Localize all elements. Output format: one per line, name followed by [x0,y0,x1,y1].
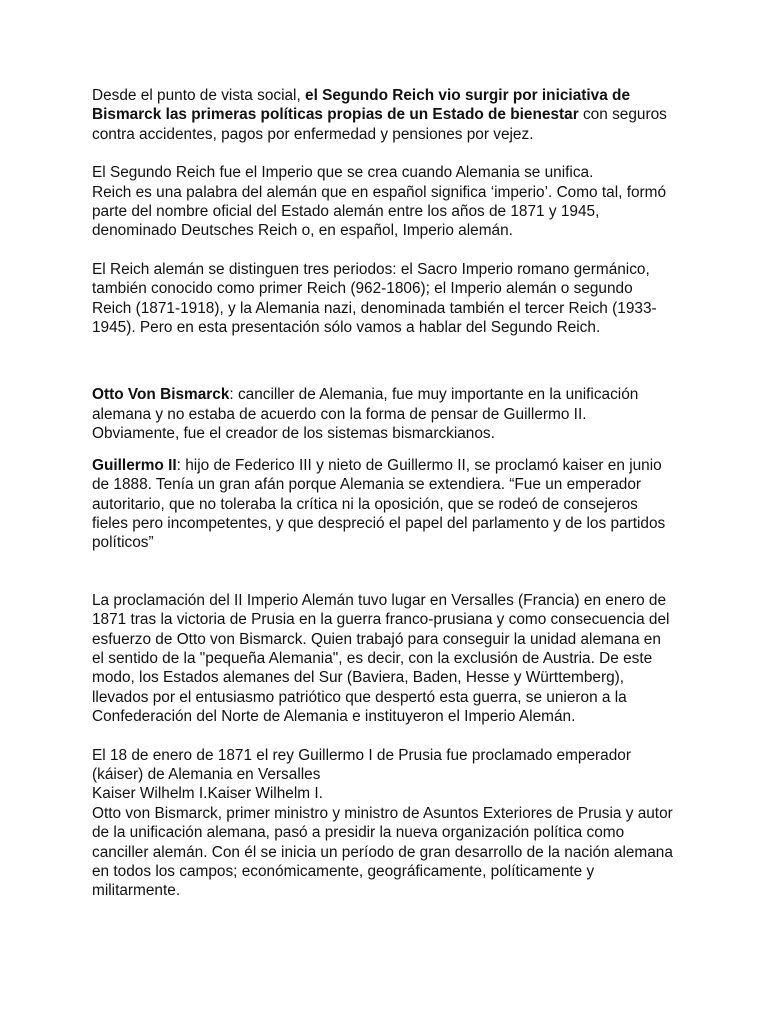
paragraph-text: con seguros contra accidentes, pagos por enfermedad y pensiones por vejez. [92,106,667,143]
paragraph-segundo-reich [92,163,676,241]
paragraph-text: : hijo de Federico III y nieto de Guillermo II, se proclamó kaiser en junio de 1888. Tenía un gran afán porque Alemania se extendiera. “Fue un emperador autoritario, que no toleraba la crítica ni la oposición, que se rodeó de consejeros fieles pero incompetentes, y que despreció el papel del parlamento y de los partidos políticos” [92,456,666,552]
paragraph-text: : canciller de Alemania, fue muy importante en la unificación alemana y no estaba de acuerdo con la forma de pensar de Guillermo II. Obviamente, fue el creador de los sistemas bismarckianos. [92,386,639,443]
paragraph-bismarck [92,385,676,443]
paragraph-text: Desde el punto de vista social, [92,87,306,104]
paragraph-line: Reich es una palabra del alemán que en español significa ‘imperio’. Como tal, formó parte del nombre oficial del Estado alemán entre los años de 1871 y 1945, denominado Deutsches Reich o, en español, Imperio alemán. [92,183,667,240]
paragraph-line: El Segundo Reich fue el Imperio que se crea cuando Alemania se unifica. [92,164,594,182]
paragraph-line: Otto von Bismarck, primer ministro y ministro de Asuntos Exteriores de Prusia y autor de la unificación alemana, pasó a presidir la nueva organización política como canciller alemán. Con él se inicia un período de gran desarrollo de la nación alemana en todos los campos; económicamente, geográficamente, políticamente y militarmente. [92,804,673,900]
paragraph-bold-text: el Segundo Reich vio surgir por iniciativa de Bismarck las primeras políticas propias de un Estado de bienestar [92,87,631,124]
paragraph-line: Kaiser Wilhelm I.Kaiser Wilhelm I. [92,785,323,803]
paragraph-estado-bienestar [92,86,676,144]
paragraph-bold-text: Guillermo II [92,456,177,474]
paragraph-18-enero [92,746,676,901]
paragraph-proclamacion: La proclamación del II Imperio Alemán tuvo lugar en Versalles (Francia) en enero de 1871 tras la victoria de Prusia en la guerra franco-prusiana y como consecuencia del esfuerzo de Otto von Bismarck. Quien trabajó para conseguir la unidad alemana en el sentido de la "pequeña Alemania", es decir, con la exclusión de Austria. De este modo, los Estados alemanes del Sur (Baviera, Baden, Hesse y Württemberg), llevados por el entusiasmo patriótico que despertó esta guerra, se unieron a la Confederación del Norte de Alemania e instituyeron el Imperio Alemán. [92,591,670,726]
paragraph-bold-text: Otto Von Bismarck [92,386,230,404]
paragraph-tres-periodos: El Reich alemán se distinguen tres periodos: el Sacro Imperio romano germánico, también conocido como primer Reich (962-1806); el Imperio alemán o segundo Reich (1871-1918), y la Alemania nazi, denominada también el tercer Reich (1933-1945). Pero en esta presentación sólo vamos a hablar del Segundo Reich. [92,260,657,337]
paragraph-line: El 18 de enero de 1871 el rey Guillermo I de Prusia fue proclamado emperador (káiser) de Alemania en Versalles [92,746,631,783]
paragraph-guillermo-ii [92,456,676,553]
